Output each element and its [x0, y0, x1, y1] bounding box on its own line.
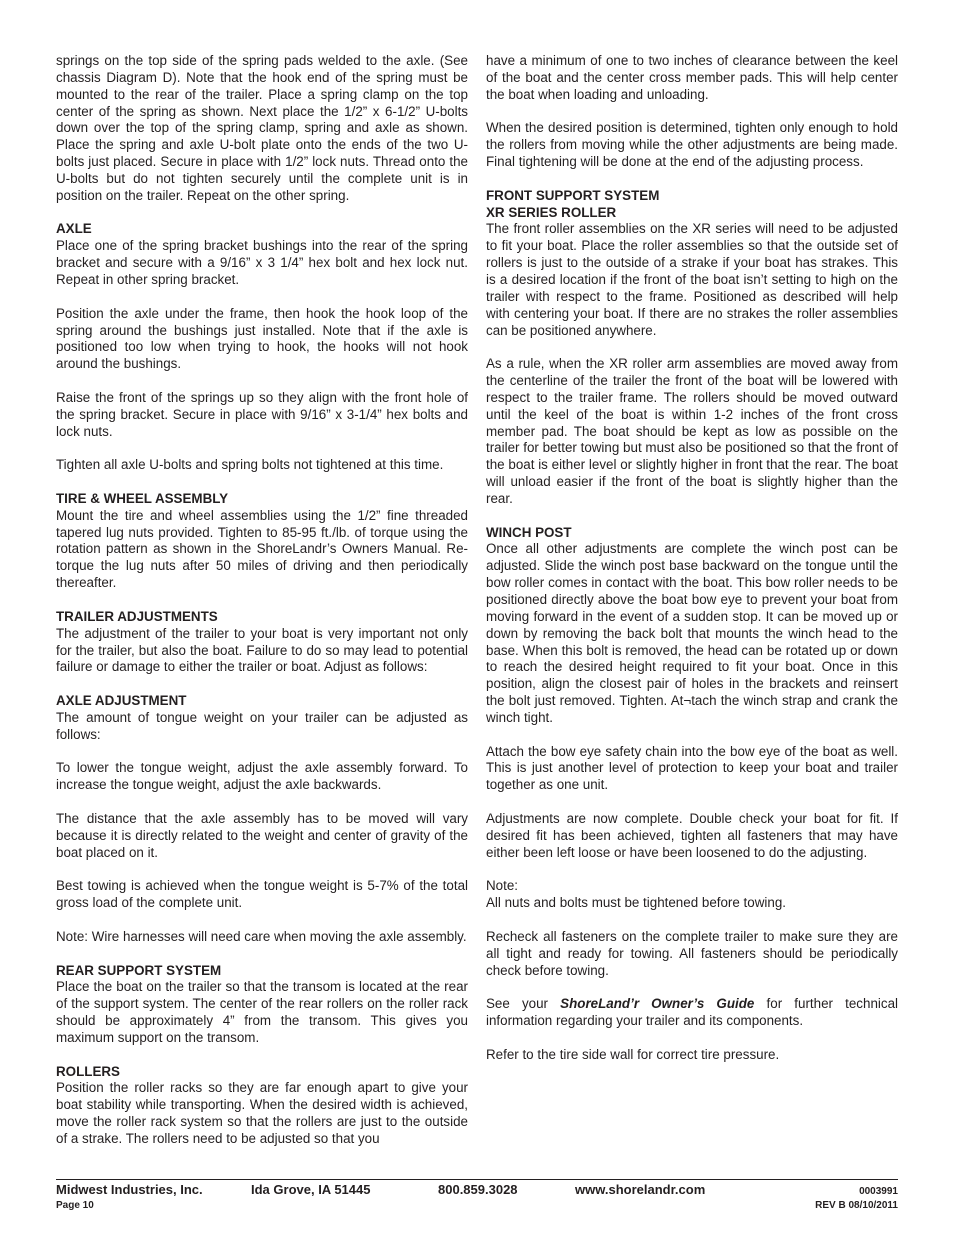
- body-paragraph: Tighten all axle U-bolts and spring bolts not tightened at this time.: [56, 457, 444, 473]
- footer-page-number: Page 10: [56, 1200, 94, 1211]
- footer-city: Ida Grove, IA 51445: [251, 1182, 371, 1197]
- paragraph-owners-guide-reference: [486, 996, 898, 1030]
- section-heading-tire-and-wheel-assembly: TIRE & WHEEL ASSEMBLY: [56, 490, 229, 506]
- owners-guide-title: ShoreLand’r Owner’s Guide: [560, 996, 755, 1012]
- section-heading-xr-series-roller: XR SERIES ROLLER: [486, 204, 617, 220]
- section-heading-trailer-adjustments: TRAILER ADJUSTMENTS: [56, 608, 218, 624]
- section-heading-axle: AXLE: [56, 221, 92, 237]
- body-paragraph: All nuts and bolts must be tightened before towing.: [486, 895, 786, 911]
- body-paragraph: have a minimum of one to two inches of clearance between the keel of the boat and the center cross member pads. This will help center the boat when loading and unloading.: [486, 53, 898, 102]
- section-heading-axle-adjustment: AXLE ADJUSTMENT: [56, 693, 187, 709]
- body-paragraph: As a rule, when the XR roller arm assemblies are moved away from the centerline of the trailer the front of the boat will be lowered with respect to the trailer frame. The rollers should be moved outward until the keel of the boat is within 1-2 inches of the front cross member pad. The boat should be kept as low as possible on the trailer for better towing but must also be positioned so that the front of the boat is either level or slightly higher in front that the rear. The boat will unload easier if the front of the boat is slightly higher than the rear.: [486, 356, 898, 506]
- body-paragraph: When the desired position is determined, tighten only enough to hold the rollers from moving while the other adjustments are being made. Final tightening will be done at the end of the adjusting process.: [486, 120, 898, 170]
- guide-text-pre: See your: [486, 996, 561, 1012]
- body-paragraph: Raise the front of the springs up so they align with the front hole of the spring bracket. Secure in place with 9/16” x 3-1/4” hex bolts and lock nuts.: [56, 389, 468, 439]
- body-paragraph: Recheck all fasteners on the complete trailer to make sure they are all tight and ready for towing. All fasteners should be periodically check before towing.: [486, 928, 898, 978]
- left-text-column: [56, 53, 468, 1165]
- body-paragraph: Attach the bow eye safety chain into the bow eye of the boat as well. This is just another level of protection to keep your boat and trailer together as one unit.: [486, 743, 898, 793]
- footer-company: Midwest Industries, Inc.: [56, 1182, 203, 1197]
- section-heading-front-support-system: FRONT SUPPORT SYSTEM: [486, 187, 660, 203]
- body-paragraph: Position the axle under the frame, then hook the hook loop of the spring around the bushings just installed. Note that if the axle is positioned too low when trying to hook, the hooks will not hook around the bushings.: [56, 305, 468, 372]
- body-paragraph: Note:: [486, 878, 519, 894]
- section-heading-winch-post: WINCH POST: [486, 524, 572, 540]
- body-paragraph: The distance that the axle assembly has to be moved will vary because it is directly related to the weight and center of gravity of the boat placed on it.: [56, 810, 468, 860]
- body-paragraph: Once all other adjustments are complete the winch post can be adjusted. Slide the winch post base backward on the tongue until the bow roller comes in contact with the boat. This bow roller needs to be positioned directly above the boat bow eye to prevent your boat from moving forward in the event of a sudden stop. It can be moved up or down by removing the back bolt that mounts the winch head to the base. When this bolt is removed, the head can be rotated up or down to reach the desired height required to fit your boat. Once in this position, align the closest pair of holes in the brackets and reinsert the bolt just removed. Tighten. At¬tach the winch strap and crank the winch tight.: [486, 541, 898, 725]
- body-paragraph: The adjustment of the trailer to your boat is very important not only for the trailer, but also the boat. Failure to do so may lead to potential failure or damage to either the trailer or boat. Adjust as follows:: [56, 625, 468, 675]
- footer-doc-number: 0003991: [859, 1186, 898, 1197]
- body-paragraph: Position the roller racks so they are far enough apart to give your boat stability while transporting. When the desired width is achieved, move the roller rack system so that the rollers are just to the outside of a strake. The rollers need to be adjusted so that you: [56, 1080, 468, 1146]
- body-paragraph: To lower the tongue weight, adjust the axle assembly forward. To increase the tongue weight, adjust the axle backwards.: [56, 760, 468, 793]
- footer-phone: 800.859.3028: [438, 1182, 518, 1197]
- body-paragraph: springs on the top side of the spring pads welded to the axle. (See chassis Diagram D). Note that the hook end of the spring must be mounted to the rear of the trailer. Place a spring clamp on the top center of the spring as shown. Next place the 1/2” x 6-1/2” U-bolts down over the top of the spring clamp, spring and axle as shown. Place the spring and axle U-bolt plate onto the ends of the two U-bolts just placed. Secure in place with 1/2” lock nuts. Thread onto the U-bolts but do not tighten securely until the complete unit is in position on the trailer. Repeat on the other spring.: [56, 53, 468, 203]
- body-paragraph: Mount the tire and wheel assemblies using the 1/2” fine threaded tapered lug nuts provided. Tighten to 85-95 ft./lb. of torque using the rotation pattern as shown in the ShoreLandr’s Owners Manual. Re-torque the lug nuts after 50 miles of driving and then periodically thereafter.: [56, 507, 468, 591]
- footer-website[interactable]: www.shorelandr.com: [575, 1182, 706, 1197]
- guide-text-post: for further technical information regarding your trailer and its components.: [486, 996, 898, 1029]
- section-heading-rear-support-system: REAR SUPPORT SYSTEM: [56, 962, 222, 978]
- section-heading-rollers: ROLLERS: [56, 1063, 120, 1079]
- body-paragraph: Place the boat on the trailer so that the transom is located at the rear of the support system. The center of the rear rollers on the roller rack should be approximately 4” from the transom. This gives you maximum support on the transom.: [56, 979, 468, 1045]
- body-paragraph: Note: Wire harnesses will need care when moving the axle assembly.: [56, 928, 467, 944]
- body-paragraph: Refer to the tire side wall for correct tire pressure.: [486, 1046, 780, 1062]
- body-paragraph: Place one of the spring bracket bushings into the rear of the spring bracket and secure with a 9/16” x 3 1/4” hex bolt and hex lock nut. Repeat in other spring bracket.: [56, 238, 468, 287]
- footer-revision: REV B 08/10/2011: [815, 1200, 898, 1211]
- body-paragraph: Adjustments are now complete. Double check your boat for fit. If desired fit has been achieved, tighten all fasteners that may have either been left loose or have been loosened to do the adjusting.: [486, 810, 898, 860]
- body-paragraph: The amount of tongue weight on your trailer can be adjusted as follows:: [56, 709, 468, 742]
- body-paragraph: The front roller assemblies on the XR series will need to be adjusted to fit your boat. Place the roller assemblies so that the outside set of rollers is just to the outside of a strake if your boat has strakes. This is a desired location if the front of the boat isn’t setting to high on the trailer with respect to the frame. Positioned as described will help with centering your boat. If there are no strakes the roller assemblies can be positioned anywhere.: [486, 221, 898, 338]
- body-paragraph: Best towing is achieved when the tongue weight is 5-7% of the total gross load of the complete unit.: [56, 878, 468, 911]
- right-text-column: [486, 53, 898, 1080]
- footer-divider: [56, 1179, 898, 1180]
